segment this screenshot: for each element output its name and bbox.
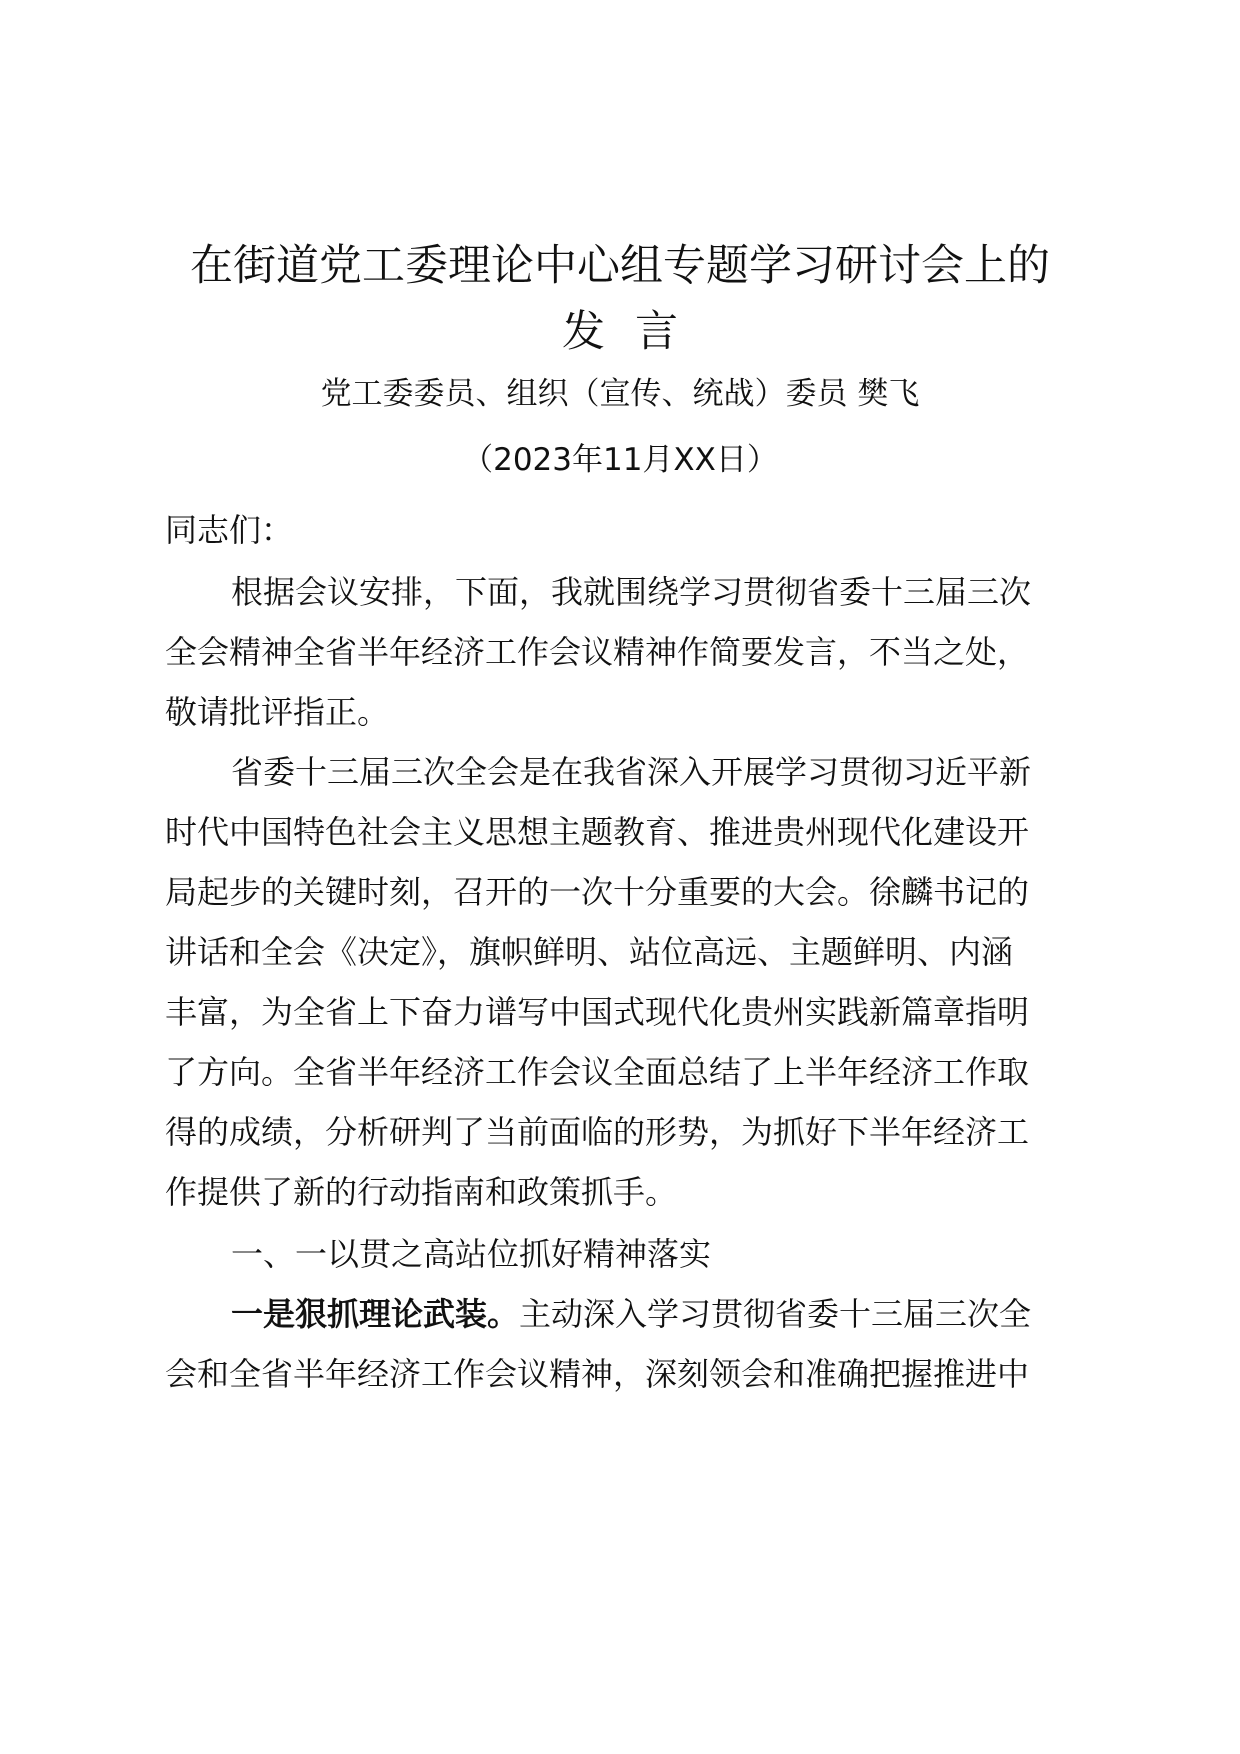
paragraph-line: 得的成绩，分析研判了当前面临的形势，为抓好下半年经济工 — [165, 1113, 1030, 1151]
paragraph-line: 了方向。全省半年经济工作会议全面总结了上半年经济工作取 — [165, 1053, 1030, 1091]
paragraph-line: 根据会议安排，下面，我就围绕学习贯彻省委十三届三次 — [231, 573, 1032, 611]
paragraph-line: 作提供了新的行动指南和政策抓手。 — [165, 1173, 678, 1211]
paragraph-line: 丰富，为全省上下奋力谱写中国式现代化贵州实践新篇章指明 — [165, 993, 1030, 1031]
point-one-heading: 一是狠抓理论武装。 — [231, 1295, 520, 1333]
author-line: 党工委委员、组织（宣传、统战）委员 樊飞 — [320, 376, 920, 412]
date-line: （2023年11月XX日） — [462, 442, 778, 478]
paragraph-line: 讲话和全会《决定》，旗帜鲜明、站位高远、主题鲜明、内涵 — [165, 933, 1014, 971]
paragraph-line: 全会精神全省半年经济工作会议精神作简要发言，不当之处， — [165, 633, 1030, 671]
point-one-text: 主动深入学习贯彻省委十三届三次全 — [519, 1295, 1032, 1333]
paragraph-line: 局起步的关键时刻，召开的一次十分重要的大会。徐麟书记的 — [165, 873, 1030, 911]
paragraph-line: 会和全省半年经济工作会议精神，深刻领会和准确把握推进中 — [165, 1355, 1030, 1393]
paragraph-line: 敬请批评指正。 — [165, 693, 390, 731]
document-title-line-1: 在街道党工委理论中心组专题学习研讨会上的 — [190, 241, 1050, 291]
section-heading: 一、一以贯之高站位抓好精神落实 — [231, 1235, 712, 1273]
point-one-line — [231, 1292, 1085, 1336]
paragraph-line: 省委十三届三次全会是在我省深入开展学习贯彻习近平新 — [231, 753, 1032, 791]
paragraph-line: 时代中国特色社会主义思想主题教育、推进贵州现代化建设开 — [165, 813, 1030, 851]
document-title-line-2: 发言 — [562, 307, 708, 357]
salutation: 同志们： — [165, 511, 294, 549]
